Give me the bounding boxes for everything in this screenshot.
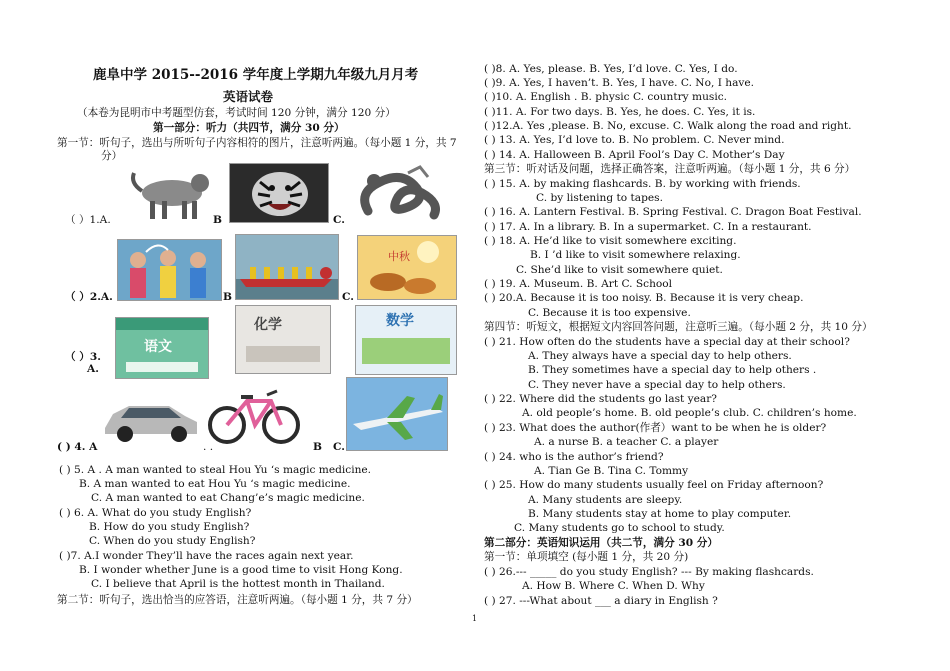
q25-line: ( ) 25. How do many students usually feel on Friday afternoon? bbox=[484, 479, 824, 491]
q5-option-b: B. A man wanted to eat Hou Yu ‘s magic medicine. bbox=[79, 478, 351, 490]
part2-section1-instructions: 第一节：单项填空 (每小题 1 分，共 20 分) bbox=[484, 551, 689, 563]
q23-options: A. a nurse B. a teacher C. a player bbox=[534, 436, 719, 448]
exam-note: （本卷为昆明市中考题型仿套，考试时间 120 分钟，满分 120 分） bbox=[77, 107, 396, 119]
q20-line: ( ) 20.A. Because it is too noisy. B. Because it is very cheap. bbox=[484, 292, 804, 304]
q21-option-b: B. They sometimes have a special day to help others . bbox=[528, 364, 817, 376]
q5-option-a: ( ) 5. A . A man wanted to steal Hou Yu ‘s magic medicine. bbox=[59, 464, 372, 476]
q18-option-c: C. She’d like to visit somewhere quiet. bbox=[516, 264, 723, 276]
q4-b-label: B bbox=[313, 441, 322, 453]
q3-a-label: A. bbox=[87, 363, 99, 375]
q7-option-a: ( )7. A.I wonder They’ll have the races again next year. bbox=[59, 550, 354, 562]
q22-options: A. old people’s home. B. old people’s club. C. children’s home. bbox=[522, 407, 857, 419]
chinese-textbook-picture bbox=[115, 317, 209, 379]
q26-line: ( ) 26.--- _____ do you study English? --- By making flashcards. bbox=[484, 566, 814, 578]
q24-line: ( ) 24. who is the author’s friend? bbox=[484, 451, 664, 463]
q27-line: ( ) 27. ---What about ___ a diary in English ? bbox=[484, 595, 718, 607]
q21-option-c: C. They never have a special day to help others. bbox=[528, 379, 786, 391]
q15-line: ( ) 15. A. by making flashcards. B. by working with friends. bbox=[484, 178, 801, 190]
section2-instructions: 第二节：听句子，选出恰当的应答语，注意听两遍。（每小题 1 分，共 7 分） bbox=[57, 594, 418, 606]
q21-line: ( ) 21. How often do the students have a special day at their school? bbox=[484, 336, 850, 348]
mooncake-picture bbox=[357, 235, 457, 300]
math-textbook-picture bbox=[355, 305, 457, 375]
q11-line: ( )11. A. For two days. B. Yes, he does. C. Yes, it is. bbox=[484, 106, 756, 118]
page-number: 1 bbox=[472, 614, 478, 623]
snake-papercut-picture bbox=[348, 163, 452, 223]
q6-option-a: ( ) 6. A. What do you study English? bbox=[59, 507, 252, 519]
q18-line: ( ) 18. A. He’d like to visit somewhere exciting. bbox=[484, 235, 737, 247]
section1-instructions: 第一节：听句子，选出与所听句子内容相符的图片，注意听两遍。（每小题 1 分，共 7 bbox=[57, 137, 457, 149]
tiger-picture bbox=[229, 163, 329, 223]
q19-line: ( ) 19. A. Museum. B. Art C. School bbox=[484, 278, 673, 290]
q6-option-b: B. How do you study English? bbox=[89, 521, 250, 533]
q2-b-label: B bbox=[223, 291, 232, 303]
q14-line: ( ) 14. A. Halloween B. April Fool’s Day C. Mother’s Day bbox=[484, 149, 785, 161]
bicycle-picture bbox=[207, 381, 301, 445]
q10-line: ( )10. A. English . B. physic C. country music. bbox=[484, 91, 728, 103]
q8-line: ( )8. A. Yes, please. B. Yes, I’d love. C. Yes, I do. bbox=[484, 63, 738, 75]
q1-c-label: C. bbox=[333, 214, 345, 226]
section4-instructions: 第四节：听短文，根据短文内容回答问题，注意听三遍。（每小题 2 分，共 10 分） bbox=[484, 321, 873, 333]
q20-option-c: C. Because it is too expensive. bbox=[528, 307, 691, 319]
q5-option-c: C. A man wanted to eat Chang’e’s magic medicine. bbox=[91, 492, 365, 504]
chemistry-book-title: 化学 bbox=[254, 317, 282, 333]
car-picture bbox=[99, 386, 201, 448]
q15-option-c: C. by listening to tapes. bbox=[536, 192, 663, 204]
q16-line: ( ) 16. A. Lantern Festival. B. Spring Festival. C. Dragon Boat Festival. bbox=[484, 206, 862, 218]
q12-line: ( )12.A. Yes ,please. B. No, excuse. C. Walk along the road and right. bbox=[484, 120, 852, 132]
q24-options: A. Tian Ge B. Tina C. Tommy bbox=[534, 465, 689, 477]
chinese-book-title: 语文 bbox=[144, 339, 172, 355]
chemistry-textbook-picture bbox=[235, 305, 331, 374]
svg-text:中秋: 中秋 bbox=[388, 250, 410, 263]
q2-c-label: C. bbox=[342, 291, 354, 303]
q26-options: A. How B. Where C. When D. Why bbox=[522, 580, 705, 592]
q9-line: ( )9. A. Yes, I haven’t. B. Yes, I have. C. No, I have. bbox=[484, 77, 755, 89]
q3-label: （ ）3. bbox=[65, 351, 101, 363]
dog-picture bbox=[120, 163, 220, 223]
math-book-title: 数学 bbox=[386, 313, 414, 329]
q23-line: ( ) 23. What does the author(作者）want to be when he is older? bbox=[484, 422, 827, 434]
q7-option-b: B. I wonder whether June is a good time to visit Hong Kong. bbox=[79, 564, 403, 576]
q13-line: ( ) 13. A. Yes, I’d love to. B. No problem. C. Never mind. bbox=[484, 134, 785, 146]
part1-heading: 第一部分：听力（共四节，满分 30 分） bbox=[153, 122, 345, 134]
q7-option-c: C. I believe that April is the hottest month in Thailand. bbox=[91, 578, 385, 590]
q22-line: ( ) 22. Where did the students go last year? bbox=[484, 393, 717, 405]
q18-option-b: B. I ’d like to visit somewhere relaxing. bbox=[530, 249, 741, 261]
q21-option-a: A. They always have a special day to help others. bbox=[528, 350, 792, 362]
q25-option-c: C. Many students go to school to study. bbox=[514, 522, 725, 534]
q2-label: （ ）2.A. bbox=[65, 291, 113, 303]
airplane-picture bbox=[346, 377, 448, 451]
q25-option-a: A. Many students are sleepy. bbox=[528, 494, 683, 506]
q6-option-c: C. When do you study English? bbox=[89, 535, 256, 547]
exam-title: 鹿阜中学 2015--2016 学年度上学期九年级九月月考 bbox=[93, 67, 419, 83]
q1-label: （ ）1.A. bbox=[65, 214, 111, 226]
q1-b-label: B bbox=[213, 214, 222, 226]
q17-line: ( ) 17. A. In a library. B. In a supermarket. C. In a restaurant. bbox=[484, 221, 812, 233]
section3-instructions: 第三节：听对话及问题，选择正确答案，注意听两遍。（每小题 1 分，共 6 分） bbox=[484, 163, 856, 175]
section1-instructions-cont: 分） bbox=[101, 150, 123, 162]
q25-option-b: B. Many students stay at home to play computer. bbox=[528, 508, 792, 520]
q4-label: ( ) 4. A bbox=[57, 441, 98, 453]
dragon-boat-picture bbox=[235, 234, 339, 300]
part2-heading: 第二部分：英语知识运用（共二节，满分 30 分） bbox=[484, 537, 718, 549]
exam-subtitle: 英语试卷 bbox=[223, 89, 274, 104]
water-festival-picture bbox=[117, 239, 222, 301]
q4-c-label: C. bbox=[333, 441, 345, 453]
